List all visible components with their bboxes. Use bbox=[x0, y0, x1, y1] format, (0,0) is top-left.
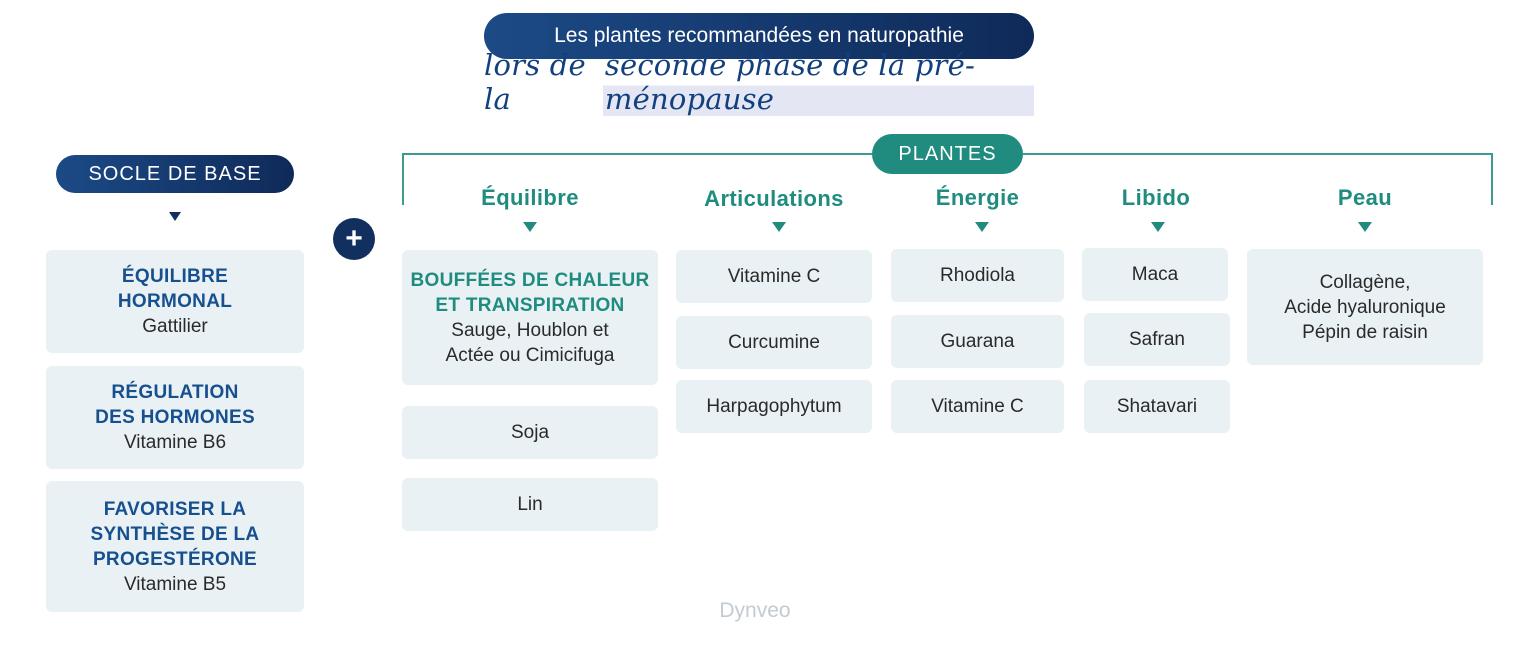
plant-card-label: Safran bbox=[1129, 329, 1185, 350]
plant-card-label: Collagène, bbox=[1319, 271, 1411, 293]
plant-card-label: Shatavari bbox=[1116, 396, 1198, 417]
category-libido: Libido bbox=[1121, 185, 1191, 210]
plus-symbol: + bbox=[345, 222, 363, 255]
socle-label: SOCLE DE BASE bbox=[88, 162, 262, 185]
plant-card-label: Soja bbox=[510, 422, 550, 443]
socle-card-title: HORMONAL bbox=[117, 291, 233, 312]
socle-card-title: SYNTHÈSE DE LA bbox=[90, 523, 260, 545]
brand-name: Dynveo bbox=[719, 599, 791, 622]
socle-card-title: FAVORISER LA bbox=[103, 498, 247, 520]
plant-card-label: Curcumine bbox=[728, 332, 820, 353]
plant-card bbox=[1084, 380, 1230, 433]
plant-card-label: Pépin de raisin bbox=[1302, 321, 1428, 343]
category-equilibre: Équilibre bbox=[481, 185, 579, 210]
socle-card-title: ÉQUILIBRE bbox=[121, 266, 229, 287]
bracket-top-right bbox=[1023, 153, 1493, 155]
plant-card bbox=[891, 249, 1064, 302]
socle-card-title: RÉGULATION bbox=[111, 382, 239, 403]
card-bouffees-de-chaleur bbox=[402, 250, 658, 385]
socle-label-pill bbox=[56, 155, 294, 193]
brand-logo bbox=[700, 596, 810, 626]
plus-circle-icon bbox=[333, 218, 375, 260]
plantes-label: PLANTES bbox=[898, 142, 997, 165]
subtitle-highlight: seconde phase de la pré-ménopause bbox=[603, 48, 1034, 116]
plant-card-label: Lin bbox=[517, 494, 543, 515]
bracket-top-left bbox=[402, 153, 872, 155]
card-highlight-title: BOUFFÉES DE CHALEUR bbox=[410, 269, 650, 291]
plant-card bbox=[676, 250, 872, 303]
socle-card-value: Gattilier bbox=[142, 316, 208, 337]
socle-card-title: PROGESTÉRONE bbox=[92, 548, 258, 570]
plant-card bbox=[402, 478, 658, 531]
plant-card bbox=[676, 380, 872, 433]
category-articulations: Articulations bbox=[704, 186, 844, 211]
subtitle-prefix: lors de la bbox=[484, 48, 586, 116]
plant-card-label: Acide hyaluronique bbox=[1284, 296, 1446, 318]
category-arrow-icon bbox=[523, 222, 537, 232]
socle-card-title: DES HORMONES bbox=[95, 407, 255, 428]
socle-arrow-icon bbox=[169, 212, 181, 221]
socle-card-regulation bbox=[46, 366, 304, 469]
card-highlight-value: Sauge, Houblon et bbox=[451, 319, 609, 341]
category-arrow-icon bbox=[1358, 222, 1372, 232]
plant-card bbox=[891, 380, 1064, 433]
plant-card-label: Guarana bbox=[940, 331, 1015, 352]
plant-card-peau bbox=[1247, 249, 1483, 365]
socle-card-value: Vitamine B6 bbox=[123, 432, 227, 453]
page-subtitle bbox=[484, 48, 1034, 116]
card-highlight-title: ET TRANSPIRATION bbox=[435, 294, 625, 316]
socle-card-value: Vitamine B5 bbox=[123, 573, 227, 595]
category-arrow-icon bbox=[975, 222, 989, 232]
plant-card-label: Harpagophytum bbox=[706, 396, 842, 417]
plant-card bbox=[1082, 248, 1228, 301]
socle-card-progesterone bbox=[46, 481, 304, 612]
socle-card-equilibre bbox=[46, 250, 304, 353]
category-energie: Énergie bbox=[935, 185, 1020, 210]
card-highlight-value: Actée ou Cimicifuga bbox=[445, 344, 615, 366]
category-arrow-icon bbox=[1151, 222, 1165, 232]
plant-card-label: Vitamine C bbox=[727, 266, 821, 287]
plant-card-label: Vitamine C bbox=[931, 396, 1024, 417]
plant-card bbox=[402, 406, 658, 459]
plant-card bbox=[891, 315, 1064, 368]
plant-card-label: Maca bbox=[1131, 264, 1179, 285]
page-title: Les plantes recommandées en naturopathie bbox=[554, 24, 964, 47]
bracket-right-edge bbox=[1491, 153, 1493, 205]
plant-card bbox=[1084, 313, 1230, 366]
plantes-label-pill bbox=[872, 134, 1023, 174]
plant-card bbox=[676, 316, 872, 369]
category-peau: Peau bbox=[1337, 185, 1393, 210]
plant-card-label: Rhodiola bbox=[940, 265, 1015, 286]
category-arrow-icon bbox=[772, 222, 786, 232]
